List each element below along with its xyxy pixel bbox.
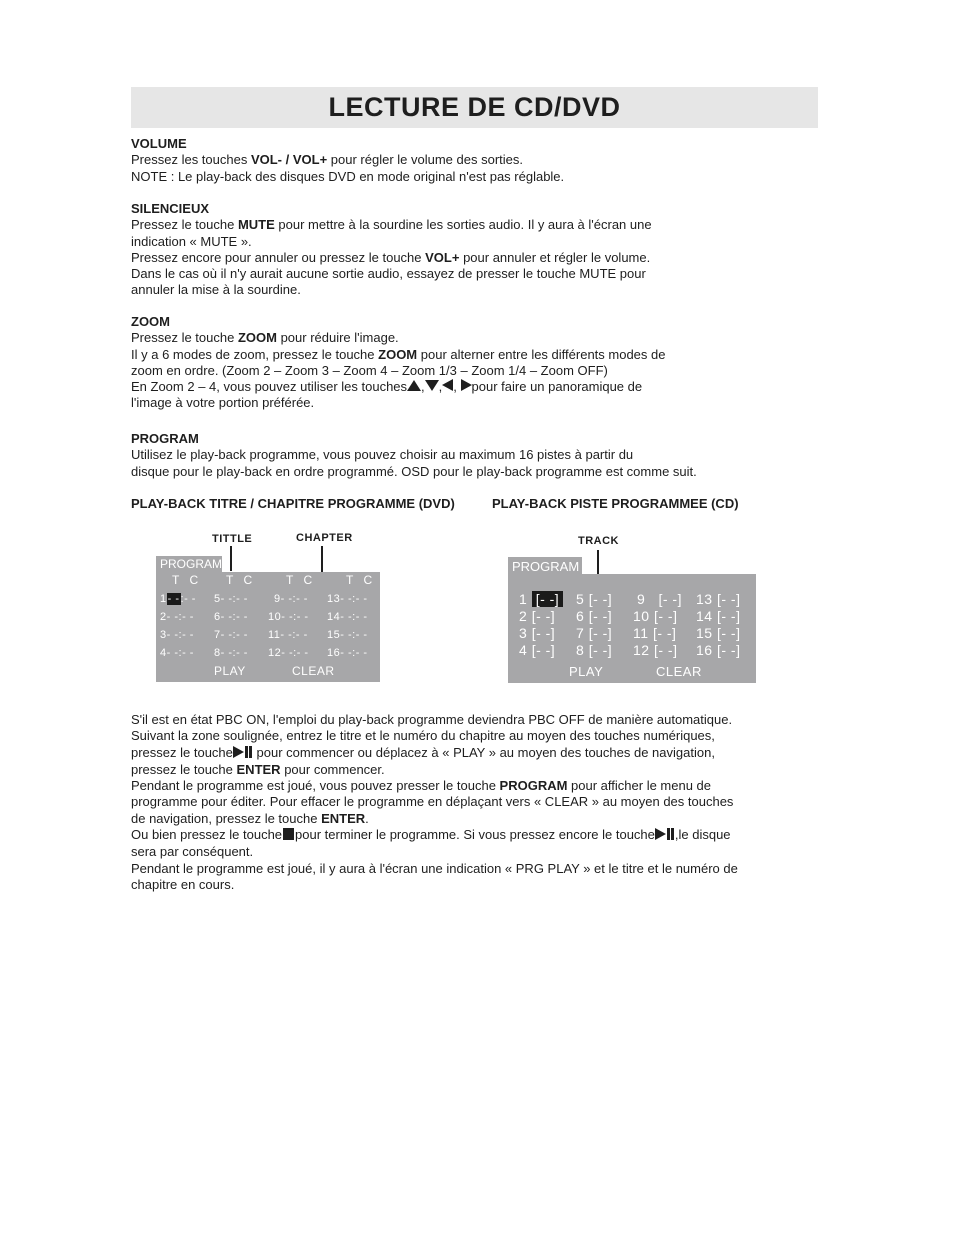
- slot-value[interactable]: [- -]: [716, 591, 741, 607]
- paragraph: [131, 250, 831, 266]
- slot-number: 5: [576, 591, 585, 607]
- slot-number: 16: [696, 642, 713, 658]
- paragraph: Dans le cas où il n'y aurait aucune sortie audio, essayez de presser le touche MUTE pour: [131, 266, 646, 282]
- slot-chapter[interactable]: - -: [182, 647, 194, 659]
- osd-tab: PROGRAM: [508, 557, 582, 575]
- text: .: [365, 810, 369, 826]
- paragraph: [131, 745, 831, 762]
- slot-sep: :: [292, 629, 296, 641]
- slot-value[interactable]: [- -]: [531, 625, 556, 641]
- text: Ou bien pressez le touche: [131, 827, 283, 843]
- separator: ,: [453, 379, 457, 395]
- track-slot[interactable]: [519, 642, 555, 658]
- slot-number: 16: [327, 647, 341, 659]
- section-heading: SILENCIEUX: [131, 201, 210, 216]
- slot-value[interactable]: [- -]: [653, 608, 678, 624]
- paragraph: [131, 827, 831, 844]
- osd-play-button[interactable]: PLAY: [214, 664, 246, 678]
- stop-icon: [283, 828, 294, 840]
- slot-number: 2: [160, 611, 167, 623]
- slot-chapter[interactable]: - -: [184, 593, 196, 605]
- slot-chapter[interactable]: - -: [355, 611, 368, 623]
- slot-value[interactable]: [- -]: [588, 642, 613, 658]
- play-pause-icon: [233, 746, 253, 762]
- paragraph: S'il est en état PBC ON, l'emploi du play-back programme deviendra PBC OFF de manière automatique.: [131, 712, 733, 727]
- section-zoom: [131, 314, 831, 412]
- slot-number: 8: [214, 647, 221, 659]
- slot-sep: :: [352, 593, 356, 605]
- text: de navigation, pressez le touche: [131, 810, 322, 826]
- slot-title[interactable]: - -: [166, 647, 179, 659]
- track-slot[interactable]: [696, 608, 740, 624]
- slot-value[interactable]: [- -]: [716, 642, 741, 658]
- slot-chapter[interactable]: - -: [355, 593, 368, 605]
- slot-sep: :: [352, 629, 356, 641]
- osd-play-button[interactable]: PLAY: [569, 664, 604, 679]
- section-heading: ZOOM: [131, 314, 170, 329]
- key-name: ZOOM: [378, 346, 418, 362]
- section-heading: PROGRAM: [131, 431, 199, 446]
- key-name: PROGRAM: [499, 778, 568, 794]
- paragraph: annuler la mise à la sourdine.: [131, 282, 301, 298]
- program-slot[interactable]: [160, 593, 196, 605]
- slot-title-highlighted[interactable]: - -: [167, 593, 180, 605]
- section-heading: VOLUME: [131, 136, 187, 151]
- slot-sep: :: [232, 593, 237, 605]
- paragraph: Suivant la zone soulignée, entrez le titre et le numéro du chapitre au moyen des touches numériques,: [131, 728, 715, 744]
- slot-number: 6: [576, 608, 585, 624]
- slot-number: 8: [576, 642, 585, 658]
- slot-number: 15: [327, 629, 341, 641]
- section-volume: [131, 136, 831, 185]
- arrow-right-icon: [461, 379, 472, 391]
- play-pause-icon: [655, 828, 675, 844]
- slot-number: 4: [160, 647, 167, 659]
- key-name: ENTER: [321, 810, 366, 826]
- slot-sep: :: [178, 629, 183, 641]
- col-header: T C: [346, 573, 373, 587]
- key-name: ZOOM: [237, 330, 277, 346]
- track-slot[interactable]: [519, 625, 555, 641]
- slot-number: 10: [633, 608, 650, 624]
- osd-tab: PROGRAM: [156, 556, 222, 573]
- text: Pendant le programme est joué, vous pouvez presser le touche: [131, 778, 500, 794]
- title-bar: [131, 87, 818, 128]
- key-name: MUTE: [237, 217, 275, 233]
- arrow-up-icon: [407, 380, 421, 391]
- slot-number: 13: [696, 591, 713, 607]
- text: pour afficher le menu de: [567, 778, 712, 794]
- slot-title[interactable]: - -: [281, 611, 294, 623]
- slot-number: 3: [160, 629, 167, 641]
- text: pour faire un panoramique de: [471, 379, 643, 395]
- slot-number: 10: [268, 611, 282, 623]
- slot-sep: :: [178, 611, 183, 623]
- key-name: ENTER: [236, 761, 281, 777]
- program-slot[interactable]: [268, 647, 309, 659]
- paragraph: NOTE : Le play-back des disques DVD en mode original n'est pas réglable.: [131, 168, 565, 184]
- program-slot[interactable]: [268, 611, 309, 623]
- osd-dvd-panel: [156, 572, 380, 682]
- osd-cd-panel: [508, 574, 756, 683]
- paragraph: Pendant le programme est joué, il y aura à l'écran une indication « PRG PLAY » et le titre et le numéro de: [131, 860, 738, 876]
- slot-title[interactable]: - -: [220, 629, 233, 641]
- col-header: T C: [172, 573, 199, 587]
- slot-title[interactable]: - -: [340, 593, 353, 605]
- paragraph: zoom en ordre. (Zoom 2 – Zoom 3 – Zoom 4 – Zoom 1/3 – Zoom 1/4 – Zoom OFF): [131, 362, 608, 378]
- paragraph: [131, 152, 831, 168]
- track-slot[interactable]: [696, 591, 740, 607]
- slot-number: 14: [696, 608, 713, 624]
- separator: ,: [421, 379, 425, 395]
- slot-chapter[interactable]: - -: [355, 647, 368, 659]
- slot-sep: :: [293, 611, 297, 623]
- slot-number: 9: [637, 591, 646, 607]
- text: Pressez encore pour annuler ou pressez le touche: [131, 249, 426, 265]
- program-slot[interactable]: [327, 629, 368, 641]
- text: pressez le touche: [131, 744, 233, 760]
- track-slot[interactable]: [576, 625, 612, 641]
- paragraph: [131, 347, 831, 363]
- slot-chapter[interactable]: - -: [236, 629, 248, 641]
- slot-value[interactable]: [- -]: [716, 608, 741, 624]
- track-slot[interactable]: [576, 591, 612, 607]
- slot-sep: :: [352, 611, 356, 623]
- text: pour commencer ou déplacez à « PLAY » au moyen des touches de navigation,: [252, 744, 715, 760]
- paragraph: Utilisez le play-back programme, vous pouvez choisir au maximum 16 pistes à partir du: [131, 447, 634, 463]
- text: pour terminer le programme. Si vous pressez encore le touche: [295, 827, 655, 843]
- text: Il y a 6 modes de zoom, pressez le touche: [131, 346, 379, 362]
- text: pour mettre à la sourdine les sorties audio. Il y aura à l'écran une: [274, 217, 652, 233]
- program-slot[interactable]: [160, 611, 194, 623]
- paragraph: sera par conséquent.: [131, 844, 254, 860]
- track-slot[interactable]: [633, 608, 677, 624]
- slot-title[interactable]: - -: [281, 647, 294, 659]
- slot-title[interactable]: - -: [340, 647, 353, 659]
- slot-value[interactable]: [- -]: [588, 591, 613, 607]
- text: En Zoom 2 – 4, vous pouvez utiliser les touches: [131, 379, 408, 395]
- section-silencieux: [131, 201, 831, 299]
- paragraph: l'image à votre portion préférée.: [131, 395, 315, 411]
- slot-number: 5: [214, 593, 221, 605]
- osd-clear-button[interactable]: CLEAR: [292, 664, 335, 678]
- program-slot[interactable]: [268, 593, 308, 605]
- paragraph: [131, 778, 831, 794]
- slot-sep: :: [352, 647, 356, 659]
- slot-number: 13: [327, 593, 341, 605]
- paragraph: indication « MUTE ».: [131, 233, 252, 249]
- program-slot[interactable]: [160, 647, 194, 659]
- text: pressez le touche: [131, 761, 237, 777]
- slot-title[interactable]: - -: [166, 629, 179, 641]
- slot-number: 6: [214, 611, 221, 623]
- slot-number: 7: [214, 629, 221, 641]
- slot-number: 3: [519, 625, 528, 641]
- slot-value-highlighted[interactable]: [- -]: [532, 591, 564, 607]
- slot-chapter[interactable]: - -: [295, 629, 308, 641]
- track-slot[interactable]: [519, 608, 555, 624]
- slot-title[interactable]: - -: [220, 593, 233, 605]
- slot-chapter[interactable]: - -: [296, 647, 309, 659]
- track-slot[interactable]: [696, 642, 740, 658]
- slot-number: 14: [327, 611, 341, 623]
- program-slot[interactable]: [327, 647, 368, 659]
- text: pour réduire l'image.: [276, 330, 399, 346]
- pointer-line-title: [230, 546, 232, 571]
- program-slot[interactable]: [327, 611, 368, 623]
- slot-sep: :: [232, 629, 237, 641]
- text: pour alterner entre les différents modes de: [417, 346, 666, 362]
- slot-title[interactable]: - -: [220, 647, 233, 659]
- slot-chapter[interactable]: - -: [296, 611, 309, 623]
- program-slot[interactable]: [160, 629, 194, 641]
- track-slot[interactable]: [633, 642, 677, 658]
- slot-title[interactable]: - -: [280, 629, 293, 641]
- col-header: T C: [226, 573, 253, 587]
- label-title: TITTLE: [212, 533, 253, 545]
- program-slot[interactable]: [268, 629, 308, 641]
- separator: ,: [438, 379, 443, 395]
- slot-sep: :: [232, 647, 237, 659]
- text: pour régler le volume des sorties.: [327, 152, 523, 168]
- paragraph: chapitre en cours.: [131, 876, 235, 892]
- program-slot[interactable]: [327, 593, 368, 605]
- paragraph: [131, 811, 831, 827]
- slot-sep: :: [232, 611, 237, 623]
- slot-number: 11: [633, 625, 649, 641]
- slot-number: 7: [576, 625, 585, 641]
- slot-chapter[interactable]: - -: [182, 611, 194, 623]
- paragraph: [131, 217, 831, 233]
- key-name: VOL+: [425, 249, 460, 265]
- slot-value[interactable]: [- -]: [531, 608, 556, 624]
- slot-chapter[interactable]: - -: [355, 629, 368, 641]
- paragraph: programme pour éditer. Pour effacer le programme en déplaçant vers « CLEAR » au moyen des touches: [131, 794, 734, 810]
- text: Pressez le touche: [131, 330, 238, 346]
- slot-title[interactable]: - -: [340, 611, 353, 623]
- slot-title[interactable]: - -: [340, 629, 353, 641]
- manual-page: [131, 87, 818, 511]
- text: Pressez les touches: [131, 152, 251, 168]
- text: pour commencer.: [280, 761, 385, 777]
- slot-chapter[interactable]: - -: [236, 593, 248, 605]
- section-program: [131, 431, 831, 480]
- slot-sep: :: [292, 593, 297, 605]
- slot-chapter[interactable]: - -: [236, 647, 248, 659]
- track-slot[interactable]: [633, 625, 676, 641]
- key-name: VOL- / VOL+: [250, 152, 328, 168]
- track-slot[interactable]: [637, 591, 682, 607]
- subheading-cd: PLAY-BACK PISTE PROGRAMMEE (CD): [492, 496, 739, 511]
- paragraph: [131, 330, 831, 346]
- slot-value[interactable]: [- -]: [653, 642, 678, 658]
- track-slot[interactable]: [519, 591, 563, 607]
- slot-value[interactable]: [- -]: [588, 608, 613, 624]
- slot-sep: :: [180, 593, 185, 605]
- slot-sep: :: [178, 647, 183, 659]
- label-track: TRACK: [578, 535, 619, 547]
- track-slot[interactable]: [576, 608, 612, 624]
- slot-number: 15: [696, 625, 713, 641]
- slot-number: 1: [519, 591, 528, 607]
- slot-title[interactable]: - -: [166, 611, 179, 623]
- subheading-dvd: PLAY-BACK TITRE / CHAPITRE PROGRAMME (DVD): [131, 496, 455, 511]
- slot-number: 4: [519, 642, 528, 658]
- text: Pressez le touche: [131, 217, 238, 233]
- slot-title[interactable]: - -: [220, 611, 233, 623]
- slot-number: 12: [268, 647, 282, 659]
- program-slot[interactable]: [214, 629, 248, 641]
- slot-value[interactable]: [- -]: [531, 642, 556, 658]
- slot-number: 12: [633, 642, 650, 658]
- track-slot[interactable]: [576, 642, 612, 658]
- slot-value[interactable]: [- -]: [658, 591, 682, 607]
- arrow-down-icon: [425, 380, 439, 391]
- slot-chapter[interactable]: - -: [236, 611, 248, 623]
- paragraph: disque pour le play-back en ordre programmé. OSD pour le play-back programme est comme suit.: [131, 463, 697, 479]
- program-slot[interactable]: [214, 647, 248, 659]
- osd-clear-button[interactable]: CLEAR: [656, 664, 702, 679]
- slot-chapter[interactable]: - -: [182, 629, 194, 641]
- slot-chapter[interactable]: - -: [296, 593, 308, 605]
- arrow-left-icon: [442, 379, 453, 391]
- slot-value[interactable]: [- -]: [716, 625, 741, 641]
- track-slot[interactable]: [696, 625, 740, 641]
- slot-number: 1: [160, 593, 167, 605]
- paragraph: [131, 762, 831, 778]
- slot-number: 2: [519, 608, 528, 624]
- section-program-details: [131, 712, 831, 893]
- text: ,le disque: [674, 827, 731, 843]
- col-header: T C: [286, 573, 313, 587]
- slot-number: 11: [268, 629, 281, 641]
- program-slot[interactable]: [214, 611, 248, 623]
- text: pour annuler et régler le volume.: [459, 249, 651, 265]
- slot-title[interactable]: - -: [280, 593, 293, 605]
- slot-value[interactable]: [- -]: [652, 625, 677, 641]
- paragraph: [131, 379, 831, 395]
- program-slot[interactable]: [214, 593, 248, 605]
- slot-value[interactable]: [- -]: [588, 625, 613, 641]
- label-chapter: CHAPTER: [296, 532, 353, 544]
- page-title: LECTURE DE CD/DVD: [328, 92, 621, 122]
- slot-sep: :: [293, 647, 297, 659]
- slot-number: 9: [274, 593, 281, 605]
